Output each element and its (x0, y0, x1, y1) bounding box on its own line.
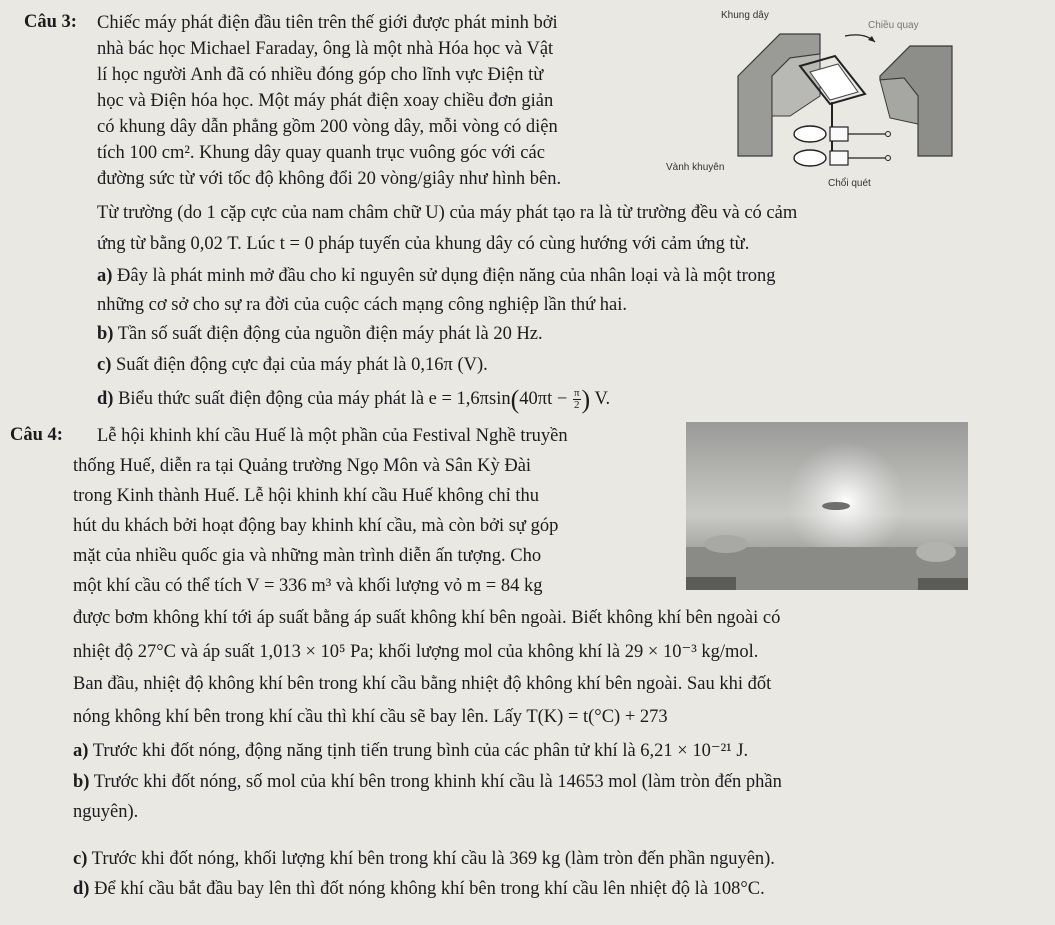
q3-option-b (97, 323, 543, 345)
q4-line-2: thống Huế, diễn ra tại Quảng trường Ngọ Môn và Sân Kỳ Đài (73, 456, 532, 476)
q3-option-c-text: Suất điện động cực đại của máy phát là 0,16π (V). (116, 355, 488, 375)
q3-option-d-text: Biểu thức suất điện động của máy phát là e = 1,6πsin (118, 389, 511, 409)
q4-option-d-key: d) (73, 879, 90, 899)
balloon-festival-photo (686, 422, 968, 590)
q4-option-d (73, 878, 765, 900)
q4-option-c-text: Trước khi đốt nóng, khối lượng khí bên trong khí cầu là 369 kg (làm tròn đến phần nguyên). (91, 849, 775, 869)
fraction-pi-over-2: $\frac{\pi}{2}$ (573, 387, 580, 412)
q4-line-5: mặt của nhiều quốc gia và những màn trình diễn ấn tượng. Cho (73, 546, 542, 566)
q4-option-a-key: a) (73, 741, 89, 761)
q4-option-a (73, 740, 748, 762)
q4-line-4: hút du khách bởi hoạt động bay khinh khí cầu, mà còn bởi sự góp (73, 516, 559, 536)
q3-option-a (97, 265, 775, 287)
label-coil: Khung dây (721, 10, 769, 21)
q3-option-c-key: c) (97, 355, 112, 375)
q4-option-b (73, 771, 782, 793)
q4-option-d-text: Để khí cầu bắt đầu bay lên thì đốt nóng không khí bên trong khí cầu lên nhiệt độ là 108°C. (94, 879, 765, 899)
q3-line-7: đường sức từ với tốc độ không đổi 20 vòng/giây như hình bên. (97, 169, 562, 189)
q4-line-10: nóng không khí bên trong khí cầu thì khí cầu sẽ bay lên. Lấy T(K) = t(°C) + 273 (73, 707, 668, 727)
q3-line-2: nhà bác học Michael Faraday, ông là một nhà Hóa học và Vật (97, 39, 554, 59)
q3-line-3: lí học người Anh đã có nhiều đóng góp cho lĩnh vực Điện từ (97, 65, 544, 85)
q4-line-7: được bơm không khí tới áp suất bằng áp suất không khí bên ngoài. Biết không khí bên ngoài có (73, 608, 781, 628)
label-rotation: Chiều quay (868, 20, 919, 31)
q3-option-d: d) Biểu thức suất điện động của máy phát là e = 1,6πsin(40πt − $\frac{\pi}{2}$ ) V. (97, 384, 611, 414)
q3-option-a-key: a) (97, 266, 113, 286)
q3-option-d-inner: 40πt − (519, 389, 568, 409)
q4-option-b-text-2: nguyên). (73, 802, 139, 822)
q4-option-a-text: Trước khi đốt nóng, động năng tịnh tiến trung bình của các phân tử khí là 6,21 × 10⁻²¹ J. (92, 741, 749, 761)
q4-line-6: một khí cầu có thể tích V = 336 m³ và khối lượng vỏ m = 84 kg (73, 576, 543, 596)
q3-line-4: học và Điện hóa học. Một máy phát điện xoay chiều đơn giản (97, 91, 554, 111)
q3-option-a-text-2: những cơ sở cho sự ra đời của cuộc cách mạng công nghiệp lần thứ hai. (97, 295, 627, 315)
q3-option-d-unit: V. (594, 389, 611, 409)
q3-option-d-key: d) (97, 389, 114, 409)
question-3-label: Câu 3: (24, 12, 77, 32)
q3-option-a-text: Đây là phát minh mở đầu cho kỉ nguyên sử dụng điện năng của nhân loại và là một trong (117, 266, 776, 286)
q3-option-c (97, 354, 488, 376)
q4-line-8: nhiệt độ 27°C và áp suất 1,013 × 10⁵ Pa; khối lượng mol của không khí là 29 × 10⁻³ kg/mol. (73, 642, 759, 662)
q4-option-b-text: Trước khi đốt nóng, số mol của khí bên trong khinh khí cầu là 14653 mol (làm tròn đến phần (93, 772, 782, 792)
label-brush: Chổi quét (828, 178, 871, 189)
q4-option-c (73, 848, 775, 870)
q4-line-3: trong Kinh thành Huế. Lễ hội khinh khí cầu Huế không chỉ thu (73, 486, 540, 506)
label-slip-ring: Vành khuyên (666, 162, 725, 173)
q3-option-b-text: Tần số suất điện động của nguồn điện máy phát là 20 Hz. (117, 324, 543, 344)
q4-line-1: Lễ hội khinh khí cầu Huế là một phần của Festival Nghề truyền (97, 426, 568, 446)
q4-option-c-key: c) (73, 849, 88, 869)
q3-line-1: Chiếc máy phát điện đầu tiên trên thế giới được phát minh bởi (97, 13, 558, 33)
q4-line-9: Ban đầu, nhiệt độ không khí bên trong khí cầu bằng nhiệt độ không khí bên ngoài. Sau khi đốt (73, 674, 772, 694)
q4-option-b-cont (73, 801, 138, 823)
question-4-label: Câu 4: (10, 425, 63, 445)
q3-line-9: ứng từ bằng 0,02 T. Lúc t = 0 pháp tuyến của khung dây có cùng hướng với cảm ứng từ. (97, 234, 750, 254)
q3-line-5: có khung dây dẫn phẳng gồm 200 vòng dây, mỗi vòng có diện (97, 117, 558, 137)
q3-line-6: tích 100 cm². Khung dây quay quanh trục vuông góc với các (97, 143, 545, 163)
q3-line-8: Từ trường (do 1 cặp cực của nam châm chữ U) của máy phát tạo ra là từ trường đều và có cảm (97, 203, 798, 223)
q4-option-b-key: b) (73, 772, 90, 792)
q3-option-a-cont (97, 294, 627, 316)
q3-option-b-key: b) (97, 324, 114, 344)
